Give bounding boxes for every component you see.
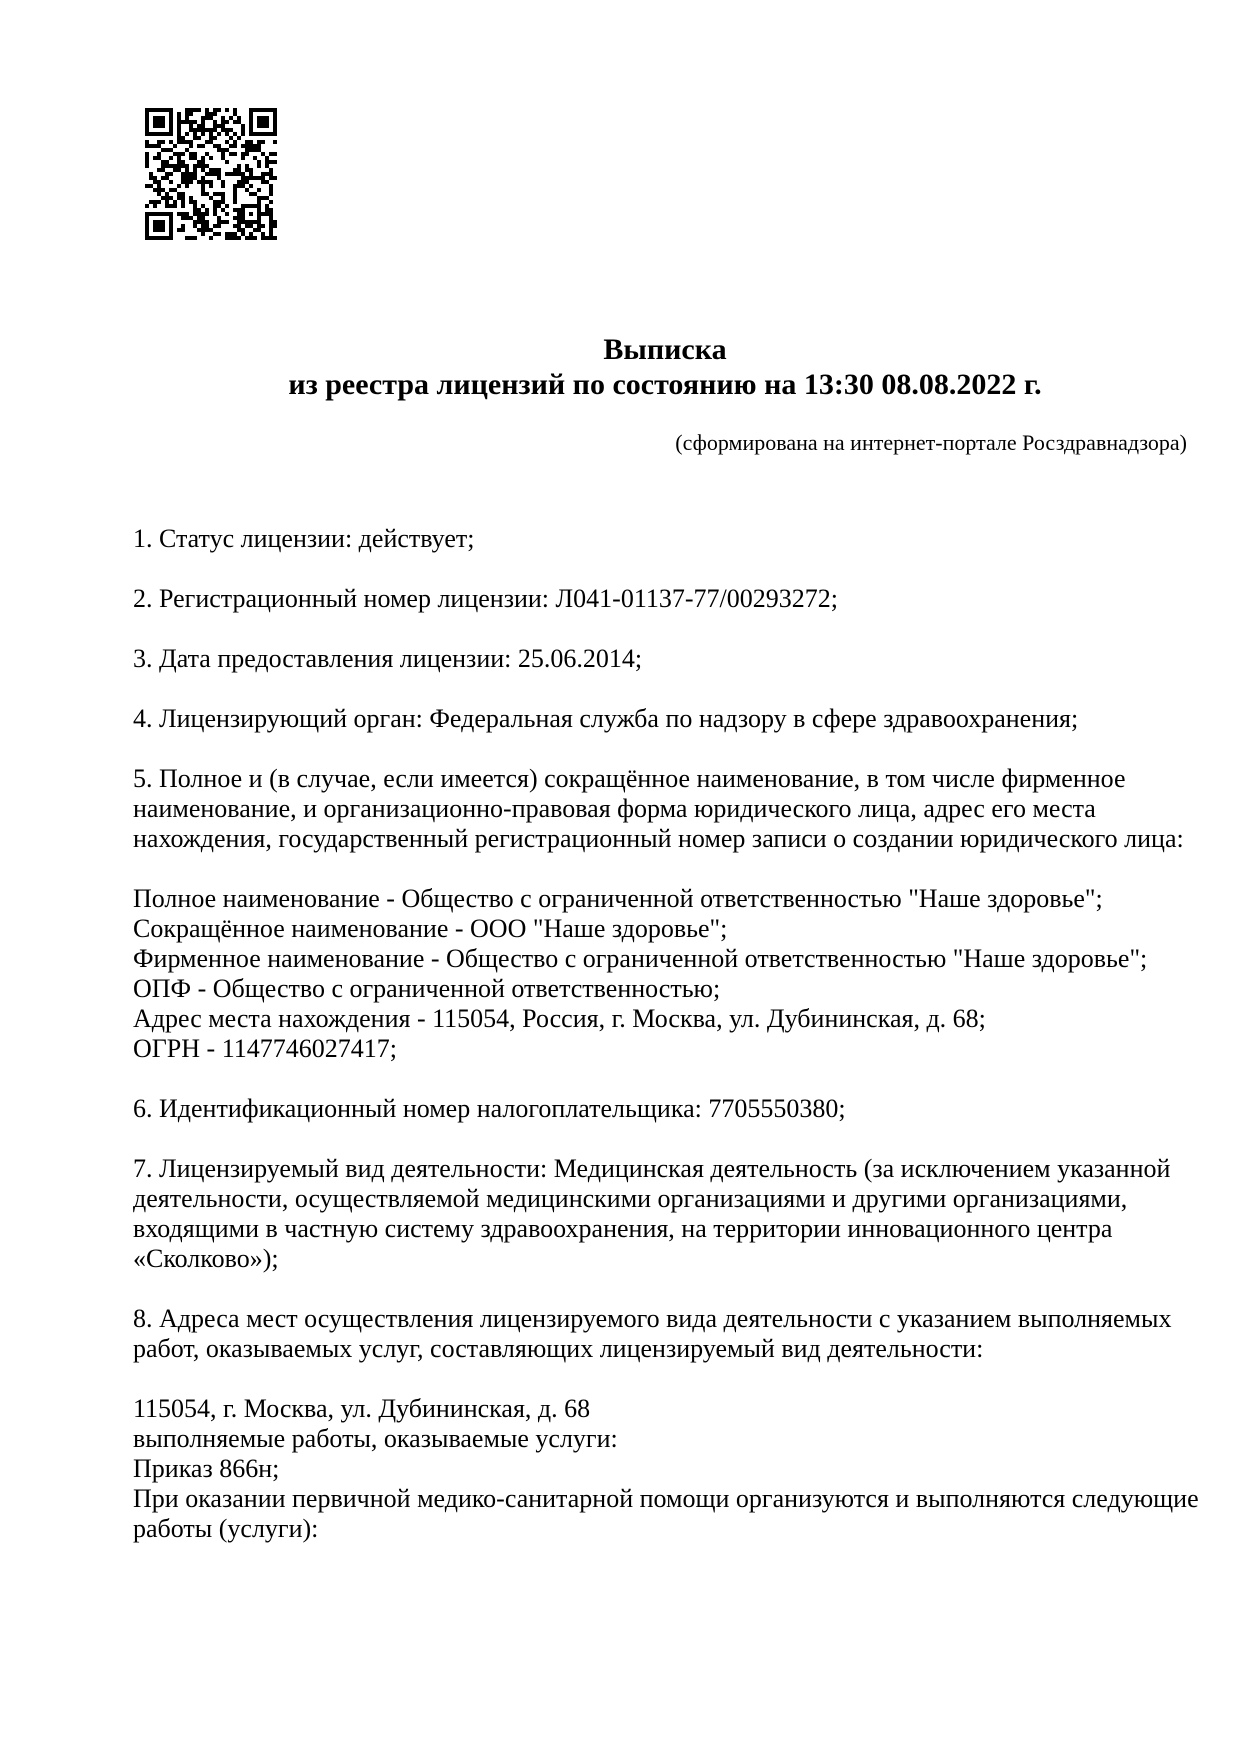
paragraph-entity-details: [133, 884, 1203, 1064]
document-body: [133, 524, 1203, 1544]
text-line: При оказании первичной медико-санитарной помощи организуются и выполняются следующие: [133, 1484, 1199, 1513]
text-line: ОПФ - Общество с ограниченной ответственностью;: [133, 974, 721, 1003]
text-line: 3. Дата предоставления лицензии: 25.06.2014;: [133, 644, 643, 673]
text-line: нахождения, государственный регистрационный номер записи о создании юридического лица:: [133, 824, 1184, 853]
document-title: [133, 332, 1197, 402]
text-line: Сокращённое наименование - ООО "Наше здоровье";: [133, 914, 728, 943]
paragraph-registration-number: [133, 584, 1203, 614]
text-line: Полное наименование - Общество с ограниченной ответственностью "Наше здоровье";: [133, 884, 1103, 913]
text-line: 115054, г. Москва, ул. Дубининская, д. 68: [133, 1394, 591, 1423]
text-line: наименование, и организационно-правовая форма юридического лица, адрес его места: [133, 794, 1096, 823]
text-line: 6. Идентификационный номер налогоплательщика: 7705550380;: [133, 1094, 846, 1123]
text-line: 1. Статус лицензии: действует;: [133, 524, 475, 553]
text-line: выполняемые работы, оказываемые услуги:: [133, 1424, 618, 1453]
text-line: 4. Лицензирующий орган: Федеральная служба по надзору в сфере здравоохранения;: [133, 704, 1079, 733]
text-line: «Сколково»);: [133, 1244, 279, 1273]
qr-code-icon: [145, 108, 277, 240]
text-line: 2. Регистрационный номер лицензии: Л041-01137-77/00293272;: [133, 584, 838, 613]
text-line: 5. Полное и (в случае, если имеется) сокращённое наименование, в том числе фирменное: [133, 764, 1126, 793]
title-line-2: из реестра лицензий по состоянию на 13:30 08.08.2022 г.: [288, 368, 1042, 401]
document-subtitle: (сформирована на интернет-портале Росздравнадзора): [675, 430, 1187, 455]
text-line: ОГРН - 1147746027417;: [133, 1034, 397, 1063]
text-line: работ, оказываемых услуг, составляющих лицензируемый вид деятельности:: [133, 1334, 984, 1363]
text-line: работы (услуги):: [133, 1514, 319, 1543]
text-line: 8. Адреса мест осуществления лицензируемого вида деятельности с указанием выполняемых: [133, 1304, 1172, 1333]
paragraph-entity-names-intro: [133, 764, 1203, 854]
paragraph-activity-addresses-intro: [133, 1304, 1203, 1364]
text-line: входящими в частную систему здравоохранения, на территории инновационного центра: [133, 1214, 1113, 1243]
paragraph-license-status: [133, 524, 1203, 554]
paragraph-address-works: [133, 1394, 1203, 1544]
paragraph-taxpayer-number: [133, 1094, 1203, 1124]
text-line: Адрес места нахождения - 115054, Россия, г. Москва, ул. Дубининская, д. 68;: [133, 1004, 986, 1033]
text-line: Фирменное наименование - Общество с ограниченной ответственностью "Наше здоровье";: [133, 944, 1148, 973]
text-line: 7. Лицензируемый вид деятельности: Медицинская деятельность (за исключением указанной: [133, 1154, 1171, 1183]
title-line-1: Выписка: [603, 333, 727, 366]
paragraph-licensed-activity: [133, 1154, 1203, 1274]
text-line: Приказ 866н;: [133, 1454, 280, 1483]
paragraph-grant-date: [133, 644, 1203, 674]
text-line: деятельности, осуществляемой медицинскими организациями и другими организациями,: [133, 1184, 1128, 1213]
paragraph-licensing-authority: [133, 704, 1203, 734]
